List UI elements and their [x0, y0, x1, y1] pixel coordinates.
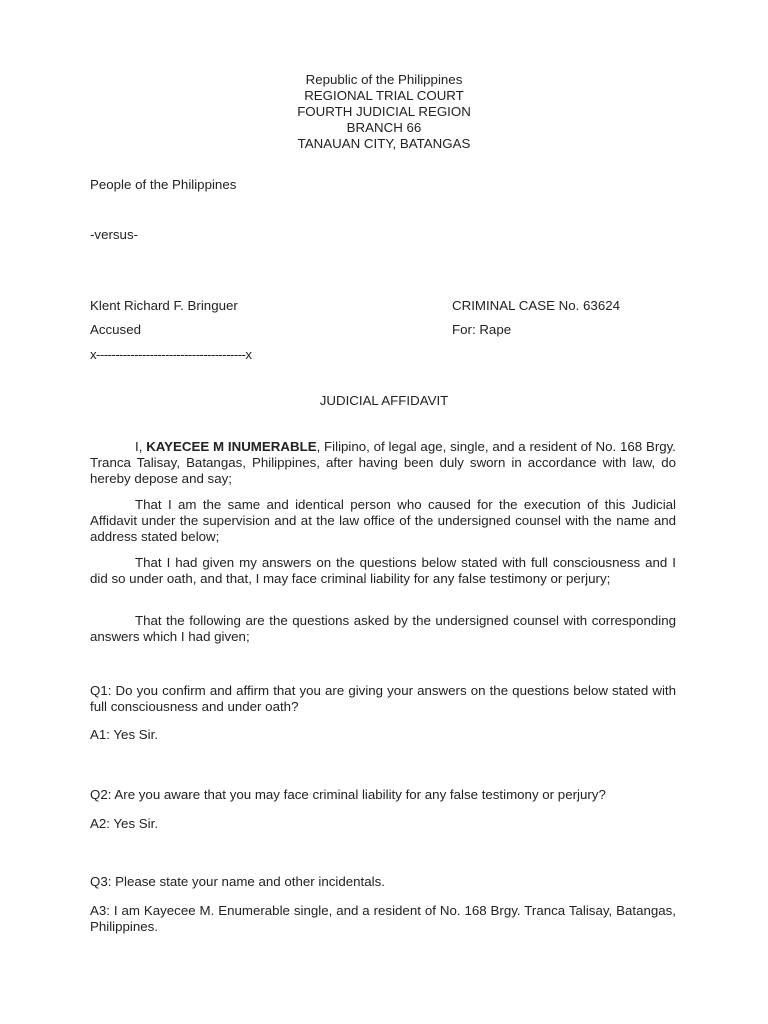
header-branch: BRANCH 66 [346, 120, 422, 135]
question-2: Q2: Are you aware that you may face criminal liability for any false testimony or perjury? [90, 787, 606, 802]
paragraph-oath: That I had given my answers on the questions below stated with full consciousness and I did so under oath, and that, I may face criminal liability for any false testimony or perjury; [90, 555, 676, 586]
caption-plaintiff: People of the Philippines [90, 177, 237, 192]
caption-versus: -versus- [90, 227, 139, 242]
intro-prefix: I, [135, 439, 147, 454]
header-court: REGIONAL TRIAL COURT [304, 88, 464, 103]
caption-case-number: CRIMINAL CASE No. 63624 [452, 298, 621, 313]
document-title: JUDICIAL AFFIDAVIT [319, 393, 449, 408]
header-city: TANAUAN CITY, BATANGAS [297, 136, 471, 151]
intro-rest: , Filipino, of legal age, single, and a resident of No. 168 Brgy. Tranca Talisay, Batangas, Philippines, after having been duly sworn in accordance with law, do hereby depose and say; [90, 439, 676, 486]
caption-separator: x---------------------------------------x [90, 347, 252, 362]
question-1: Q1: Do you confirm and affirm that you are giving your answers on the questions below stated with full consciousness and under oath? [90, 683, 676, 714]
caption-accused-name: Klent Richard F. Bringuer [90, 298, 238, 313]
answer-2: A2: Yes Sir. [90, 816, 159, 831]
header-region: FOURTH JUDICIAL REGION [297, 104, 471, 119]
caption-offense: For: Rape [452, 322, 512, 337]
answer-3: A3: I am Kayecee M. Enumerable single, and a resident of No. 168 Brgy. Tranca Talisay, Batangas, Philippines. [90, 903, 676, 934]
header-republic: Republic of the Philippines [305, 72, 463, 87]
answer-1: A1: Yes Sir. [90, 727, 159, 742]
paragraph-questions-intro: That the following are the questions asked by the undersigned counsel with corresponding answers which I had given; [90, 613, 676, 644]
affiant-name: KAYECEE M INUMERABLE [146, 439, 317, 454]
paragraph-identity: That I am the same and identical person who caused for the execution of this Judicial Affidavit under the supervision and at the law office of the undersigned counsel with the name and address stated below; [90, 497, 676, 544]
question-3: Q3: Please state your name and other incidentals. [90, 874, 385, 889]
caption-accused-label: Accused [90, 322, 141, 337]
intro-paragraph [90, 439, 676, 487]
